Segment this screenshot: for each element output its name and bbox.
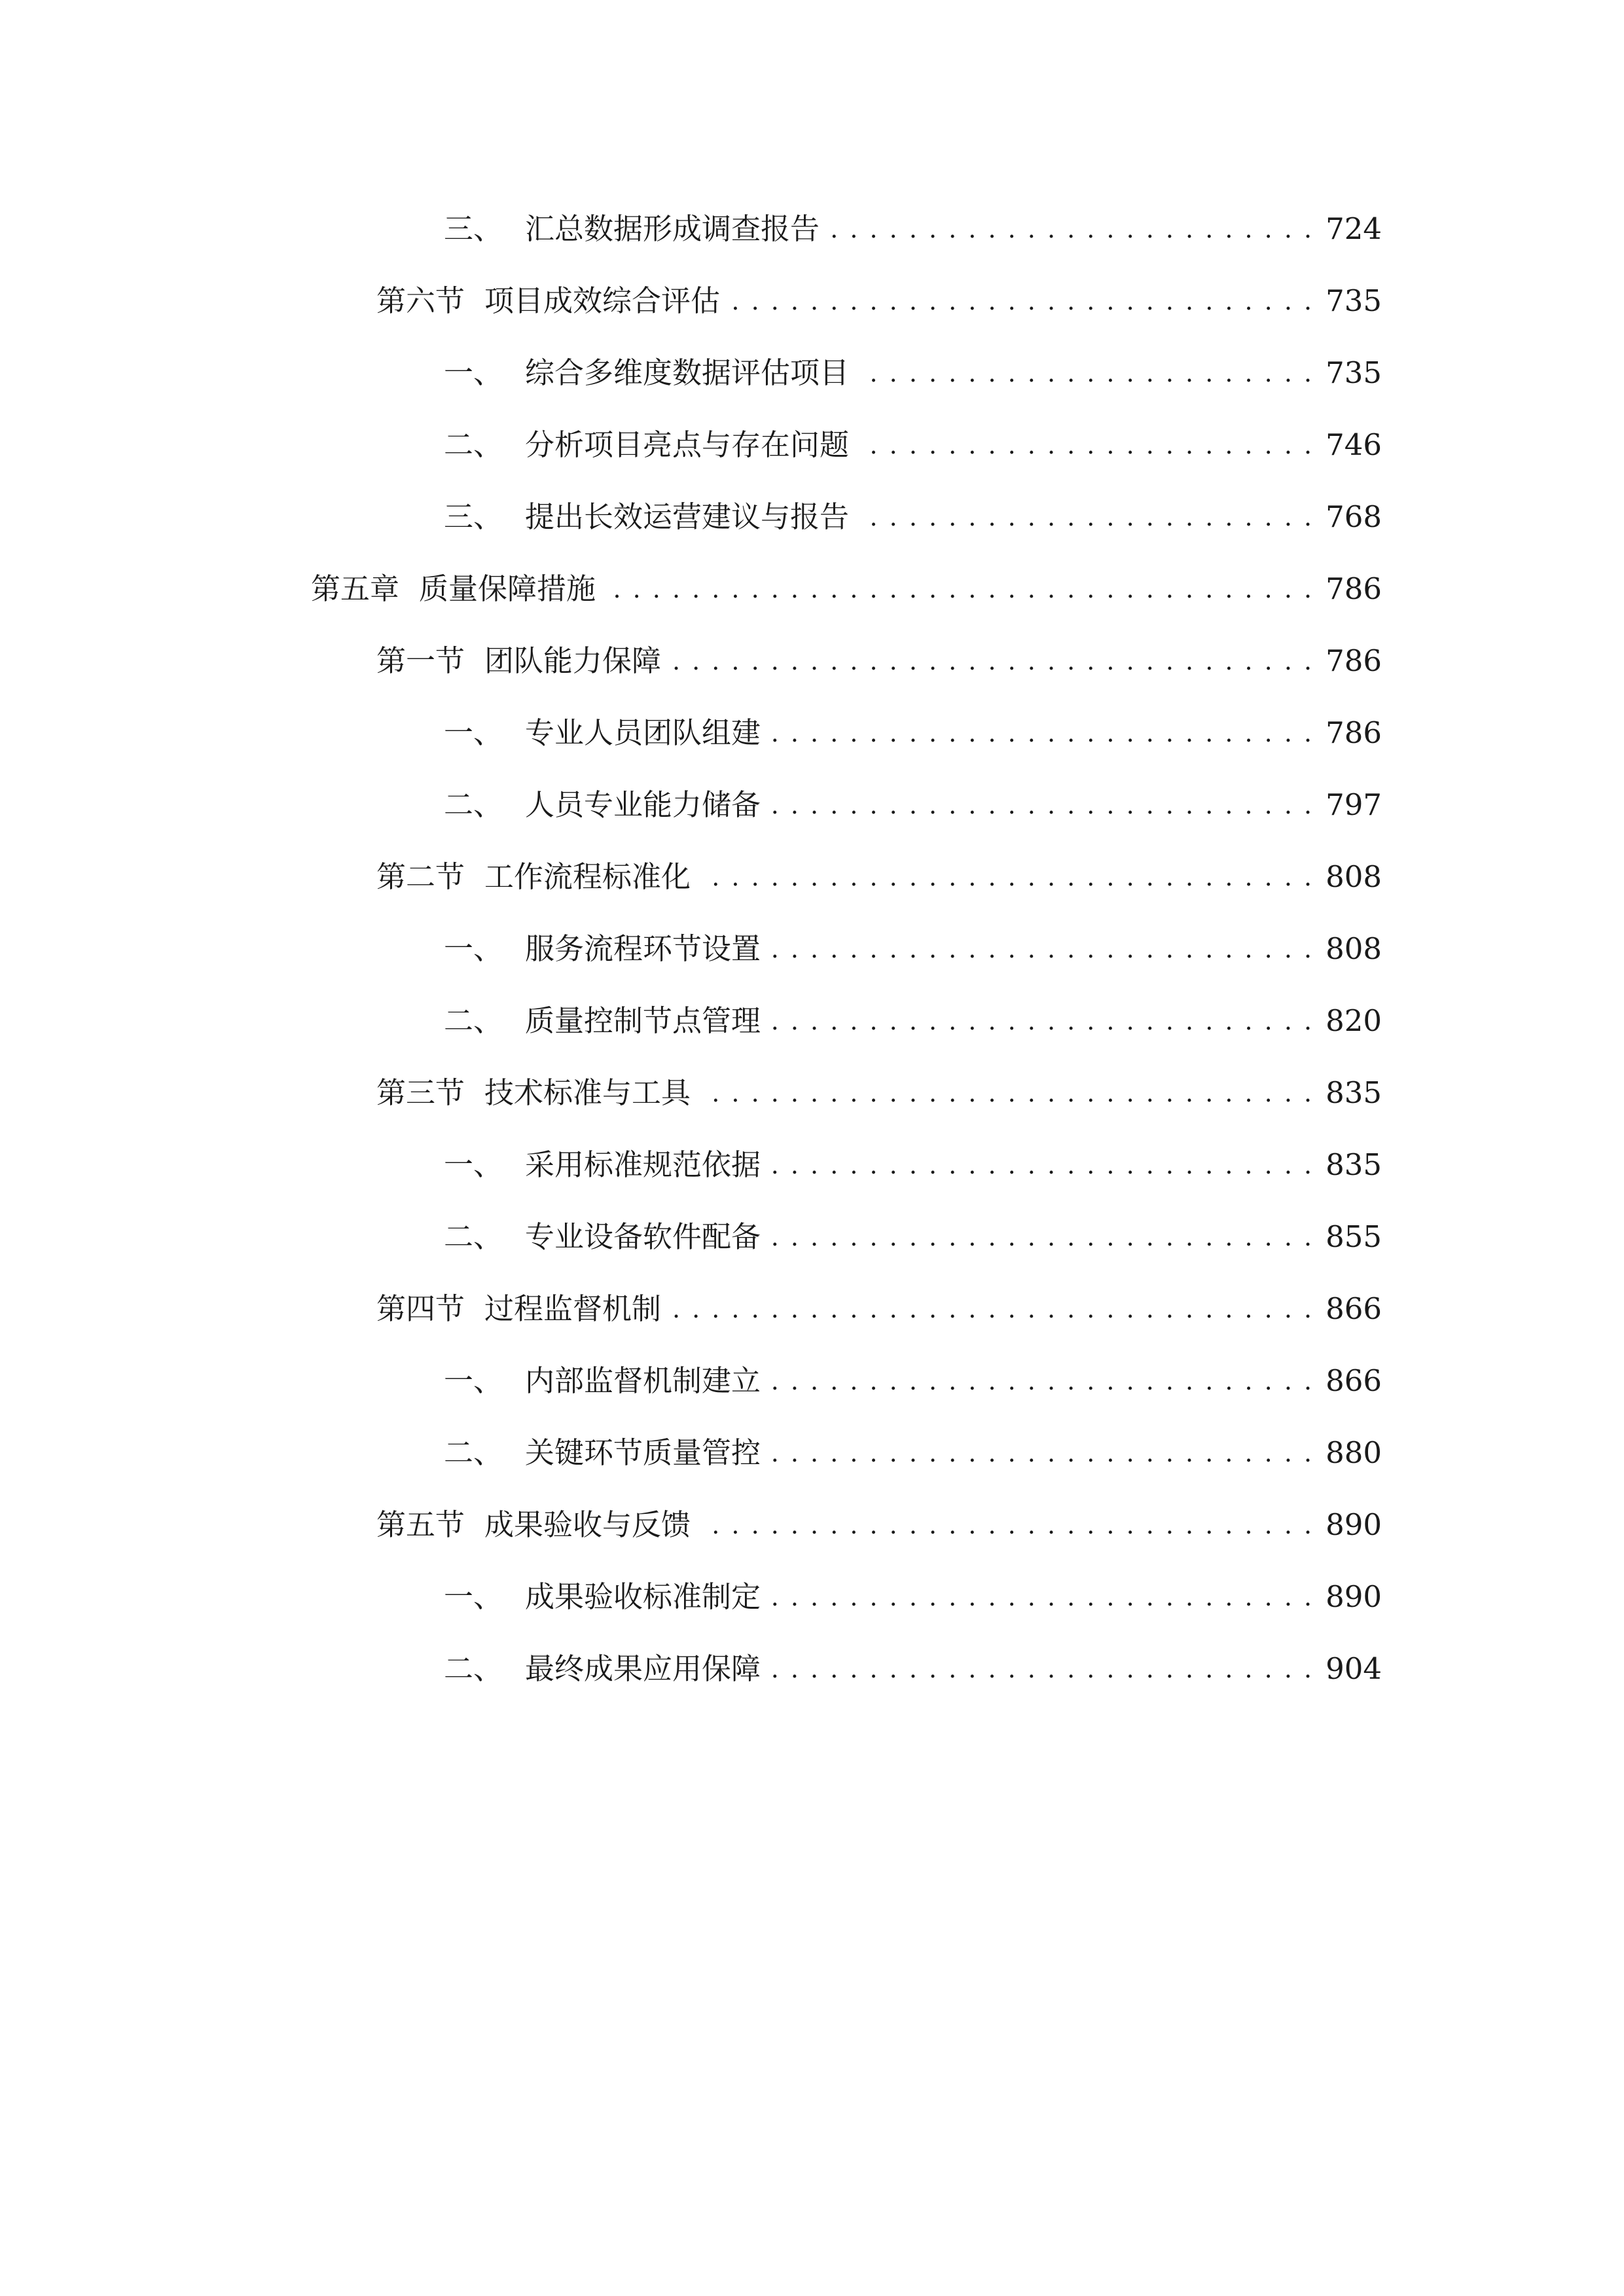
toc-entry-number: 二、 bbox=[444, 427, 503, 462]
toc-entry[interactable] bbox=[444, 347, 1382, 399]
toc-entry-page-number: 768 bbox=[1326, 499, 1382, 534]
toc-entry-title: 人员专业能力储备 bbox=[525, 787, 761, 822]
toc-entry-page-number: 746 bbox=[1326, 427, 1382, 462]
toc-entry[interactable] bbox=[376, 1499, 1382, 1551]
toc-entry-title: 项目成效综合评估 bbox=[484, 283, 721, 318]
dot-leader bbox=[605, 563, 1314, 615]
toc-entry-title: 采用标准规范依据 bbox=[525, 1147, 761, 1182]
dot-leader bbox=[770, 1427, 1314, 1479]
toc-entry-title: 成果验收与反馈 bbox=[484, 1507, 691, 1542]
toc-entry-page-number: 820 bbox=[1326, 1003, 1382, 1038]
toc-entry-page-number: 890 bbox=[1326, 1579, 1382, 1614]
toc-entry-number: 二、 bbox=[444, 1435, 503, 1470]
toc-entry-number: 二、 bbox=[444, 1003, 503, 1038]
toc-entry-title: 质量保障措施 bbox=[419, 571, 596, 606]
toc-entry-page-number: 786 bbox=[1326, 715, 1382, 750]
toc-entry-number: 第四节 bbox=[376, 1291, 465, 1326]
dot-leader bbox=[670, 635, 1314, 687]
toc-entry[interactable] bbox=[444, 1355, 1382, 1407]
toc-entry[interactable] bbox=[376, 635, 1382, 687]
dot-leader bbox=[729, 275, 1314, 327]
toc-entry[interactable] bbox=[376, 851, 1382, 903]
toc-entry-number: 二、 bbox=[444, 1219, 503, 1254]
toc-entry-title: 工作流程标准化 bbox=[484, 859, 691, 894]
toc-entry-title: 服务流程环节设置 bbox=[525, 931, 761, 966]
toc-entry-page-number: 735 bbox=[1326, 283, 1382, 318]
toc-entry[interactable] bbox=[444, 1643, 1382, 1695]
toc-entry-page-number: 835 bbox=[1326, 1147, 1382, 1182]
toc-entry-page-number: 890 bbox=[1326, 1507, 1382, 1542]
toc-entry-number: 三、 bbox=[444, 499, 503, 534]
dot-leader bbox=[700, 1067, 1314, 1119]
toc-entry-number: 第六节 bbox=[376, 283, 465, 318]
toc-entry[interactable] bbox=[376, 275, 1382, 327]
toc-entry-number: 第五节 bbox=[376, 1507, 465, 1542]
toc-entry-page-number: 808 bbox=[1326, 859, 1382, 894]
toc-entry[interactable] bbox=[444, 1571, 1382, 1623]
dot-leader bbox=[770, 995, 1314, 1047]
toc-entry-title: 最终成果应用保障 bbox=[525, 1651, 761, 1686]
toc-entry-page-number: 735 bbox=[1326, 355, 1382, 390]
toc-entry[interactable] bbox=[376, 1283, 1382, 1335]
toc-entry[interactable] bbox=[444, 779, 1382, 831]
toc-entry-title: 内部监督机制建立 bbox=[525, 1363, 761, 1398]
dot-leader bbox=[670, 1283, 1314, 1335]
toc-entry[interactable] bbox=[376, 1067, 1382, 1119]
toc-entry[interactable] bbox=[444, 707, 1382, 759]
toc-entry-title: 提出长效运营建议与报告 bbox=[525, 499, 850, 534]
dot-leader bbox=[770, 707, 1314, 759]
dot-leader bbox=[700, 851, 1314, 903]
toc-entry[interactable] bbox=[444, 203, 1382, 255]
toc-entry-page-number: 866 bbox=[1326, 1363, 1382, 1398]
toc-entry-title: 质量控制节点管理 bbox=[525, 1003, 761, 1038]
toc-entry-page-number: 786 bbox=[1326, 643, 1382, 678]
toc-entry-number: 一、 bbox=[444, 1579, 503, 1614]
toc-entry[interactable] bbox=[444, 1139, 1382, 1191]
toc-entry-number: 一、 bbox=[444, 1147, 503, 1182]
toc-entry-number: 二、 bbox=[444, 1651, 503, 1686]
toc-entry[interactable] bbox=[444, 1211, 1382, 1263]
toc-entry-number: 第五章 bbox=[311, 571, 400, 606]
dot-leader bbox=[858, 347, 1314, 399]
toc-entry-title: 过程监督机制 bbox=[484, 1291, 662, 1326]
dot-leader bbox=[770, 1355, 1314, 1407]
toc-entry-page-number: 835 bbox=[1326, 1075, 1382, 1110]
toc-entry-title: 成果验收标准制定 bbox=[525, 1579, 761, 1614]
toc-entry-number: 第二节 bbox=[376, 859, 465, 894]
toc-entry-page-number: 797 bbox=[1326, 787, 1382, 822]
toc-entry-number: 一、 bbox=[444, 931, 503, 966]
toc-entry-page-number: 880 bbox=[1326, 1435, 1382, 1470]
dot-leader bbox=[770, 1211, 1314, 1263]
dot-leader bbox=[858, 419, 1314, 471]
toc-entry-title: 分析项目亮点与存在问题 bbox=[525, 427, 850, 462]
dot-leader bbox=[770, 1643, 1314, 1695]
toc-entry-page-number: 866 bbox=[1326, 1291, 1382, 1326]
dot-leader bbox=[770, 1571, 1314, 1623]
toc-entry[interactable] bbox=[444, 923, 1382, 975]
toc-entry-number: 一、 bbox=[444, 1363, 503, 1398]
dot-leader bbox=[770, 1139, 1314, 1191]
toc-entry-page-number: 808 bbox=[1326, 931, 1382, 966]
toc-entry-number: 二、 bbox=[444, 787, 503, 822]
toc-entry-title: 专业人员团队组建 bbox=[525, 715, 761, 750]
dot-leader bbox=[829, 203, 1314, 255]
toc-entry-number: 三、 bbox=[444, 211, 503, 246]
toc-entry-page-number: 904 bbox=[1326, 1651, 1382, 1686]
dot-leader bbox=[770, 779, 1314, 831]
toc-entry-page-number: 855 bbox=[1326, 1219, 1382, 1254]
toc-entry-page-number: 786 bbox=[1326, 571, 1382, 606]
toc-entry[interactable] bbox=[444, 419, 1382, 471]
toc-entry[interactable] bbox=[311, 563, 1382, 615]
toc-entry-title: 综合多维度数据评估项目 bbox=[525, 355, 850, 390]
toc-entry[interactable] bbox=[444, 1427, 1382, 1479]
dot-leader bbox=[858, 491, 1314, 543]
toc-entry-number: 一、 bbox=[444, 355, 503, 390]
toc-entry-title: 汇总数据形成调查报告 bbox=[525, 211, 820, 246]
toc-entry-title: 关键环节质量管控 bbox=[525, 1435, 761, 1470]
dot-leader bbox=[770, 923, 1314, 975]
toc-entry-number: 一、 bbox=[444, 715, 503, 750]
toc-entry[interactable] bbox=[444, 491, 1382, 543]
dot-leader bbox=[700, 1499, 1314, 1551]
toc-entry-title: 技术标准与工具 bbox=[484, 1075, 691, 1110]
toc-entry[interactable] bbox=[444, 995, 1382, 1047]
toc-entry-number: 第三节 bbox=[376, 1075, 465, 1110]
toc-entry-page-number: 724 bbox=[1326, 211, 1382, 246]
toc-entry-title: 团队能力保障 bbox=[484, 643, 662, 678]
toc-entry-title: 专业设备软件配备 bbox=[525, 1219, 761, 1254]
toc-entry-number: 第一节 bbox=[376, 643, 465, 678]
